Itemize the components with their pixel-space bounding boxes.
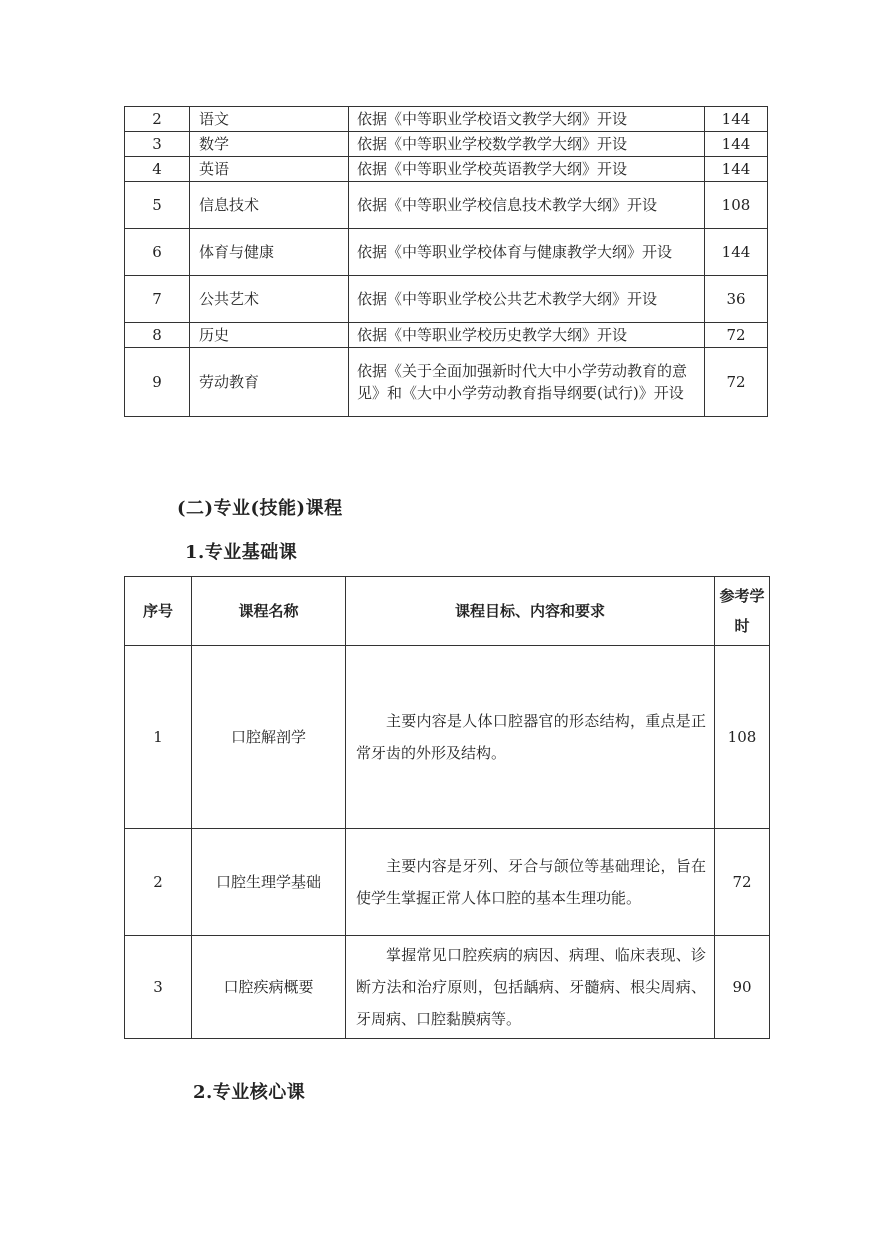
course-name: 口腔生理学基础 [192,829,346,936]
course-number: 7 [125,276,190,323]
section-heading: (二)专业(技能)课程 [177,498,343,519]
course-number: 5 [125,182,190,229]
course-number: 3 [125,936,192,1039]
table-row [125,646,770,829]
course-description: 依据《中等职业学校历史教学大纲》开设 [349,323,705,348]
course-number: 4 [125,157,190,182]
course-hours: 108 [705,182,768,229]
course-name: 信息技术 [190,182,349,229]
table-row [125,936,770,1039]
course-hours: 90 [715,936,770,1039]
course-description: 依据《中等职业学校公共艺术教学大纲》开设 [349,276,705,323]
course-hours: 108 [715,646,770,829]
subheading-core-courses: 2.专业核心课 [193,1082,306,1103]
course-hours: 72 [705,323,768,348]
course-description: 依据《中等职业学校体育与健康教学大纲》开设 [349,229,705,276]
course-description: 掌握常见口腔疾病的病因、病理、临床表现、诊断方法和治疗原则，包括龋病、牙髓病、根尖周病、牙周病、口腔黏膜病等。 [346,936,715,1039]
public-courses-table [124,106,768,417]
course-description: 依据《中等职业学校数学教学大纲》开设 [349,132,705,157]
course-number: 1 [125,646,192,829]
foundation-courses-table [124,576,770,1039]
course-hours: 36 [705,276,768,323]
course-hours: 72 [705,348,768,417]
course-name: 口腔疾病概要 [192,936,346,1039]
table-row [125,132,768,157]
header-description: 课程目标、内容和要求 [346,577,715,646]
course-description: 主要内容是牙列、牙合与颌位等基础理论，旨在使学生掌握正常人体口腔的基本生理功能。 [346,829,715,936]
course-hours: 72 [715,829,770,936]
header-hours: 参考学时 [715,577,770,646]
course-number: 2 [125,829,192,936]
course-name: 英语 [190,157,349,182]
course-number: 2 [125,107,190,132]
table-row [125,229,768,276]
course-name: 体育与健康 [190,229,349,276]
course-name: 公共艺术 [190,276,349,323]
header-course-name: 课程名称 [192,577,346,646]
subheading-foundation-courses: 1.专业基础课 [185,542,298,563]
course-number: 9 [125,348,190,417]
course-number: 3 [125,132,190,157]
table-row [125,107,768,132]
course-description: 依据《中等职业学校英语教学大纲》开设 [349,157,705,182]
course-hours: 144 [705,157,768,182]
course-hours: 144 [705,132,768,157]
table-row [125,348,768,417]
table-header-row [125,577,770,646]
course-description: 依据《中等职业学校语文教学大纲》开设 [349,107,705,132]
table-row [125,276,768,323]
course-hours: 144 [705,229,768,276]
course-number: 6 [125,229,190,276]
table-row [125,829,770,936]
header-number: 序号 [125,577,192,646]
course-hours: 144 [705,107,768,132]
course-name: 口腔解剖学 [192,646,346,829]
course-description: 主要内容是人体口腔器官的形态结构，重点是正常牙齿的外形及结构。 [346,646,715,829]
table-row [125,323,768,348]
course-description: 依据《中等职业学校信息技术教学大纲》开设 [349,182,705,229]
course-description: 依据《关于全面加强新时代大中小学劳动教育的意见》和《大中小学劳动教育指导纲要(试行)》开设 [349,348,705,417]
table-row [125,182,768,229]
course-name: 历史 [190,323,349,348]
table-row [125,157,768,182]
course-name: 数学 [190,132,349,157]
course-name: 语文 [190,107,349,132]
course-number: 8 [125,323,190,348]
course-name: 劳动教育 [190,348,349,417]
